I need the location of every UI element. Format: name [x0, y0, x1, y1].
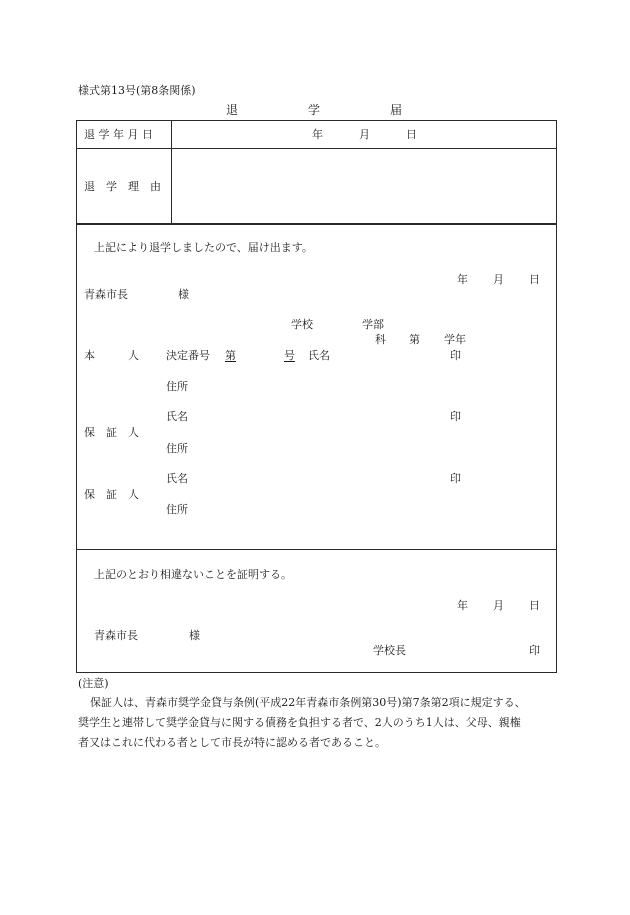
submission-statement: 上記により退学しましたので、届け出ます。 — [94, 241, 313, 254]
guarantor1-seal: 印 — [450, 410, 461, 423]
title-char-1: 退 — [226, 103, 239, 117]
addressee-honorific: 様 — [178, 288, 189, 301]
title-char-2: 学 — [308, 103, 321, 117]
department-label: 科 — [375, 333, 386, 346]
certification-addressee: 青森市長 — [94, 629, 138, 642]
grade-prefix: 第 — [409, 333, 420, 346]
decision-number-prefix: 第 — [225, 349, 236, 362]
withdrawal-date-month[interactable]: 月 — [359, 128, 370, 141]
decision-number-label: 決定番号 — [166, 349, 210, 362]
withdrawal-date-year[interactable]: 年 — [312, 128, 323, 141]
certification-date-month[interactable]: 月 — [493, 599, 504, 612]
notes-line-3: 者又はこれに代わる者として市長が特に認める者であること。 — [78, 736, 386, 749]
person-seal: 印 — [450, 349, 461, 362]
notes-line-1: 保証人は、青森市奨学金貸与条例(平成22年青森市条例第30号)第7条第2項に規定する、 — [90, 696, 526, 709]
submission-date-year[interactable]: 年 — [457, 273, 468, 286]
decision-number-field[interactable] — [225, 350, 295, 361]
withdrawal-reason-field[interactable] — [180, 156, 550, 216]
title-char-3: 届 — [390, 103, 403, 117]
notes-heading: (注意) — [78, 677, 109, 690]
grade-suffix: 学年 — [444, 333, 466, 346]
notes-line-2: 奨学生と連帯して奨学金貸与に関する債務を負担する者で、2人のうち1人は、父母、親権 — [78, 716, 521, 729]
submission-section — [76, 224, 557, 550]
guarantor1-address-label: 住所 — [166, 442, 188, 455]
guarantor2-label: 保 証 人 — [84, 488, 139, 501]
certification-statement: 上記のとおり相違ないことを証明する。 — [94, 568, 292, 581]
principal-label: 学校長 — [373, 644, 406, 657]
withdrawal-date-label: 退 学 年 月 日 — [84, 128, 153, 141]
addressee-mayor: 青森市長 — [84, 288, 128, 301]
principal-seal: 印 — [529, 644, 540, 657]
top-table-col-divider — [171, 120, 172, 224]
guarantor1-name-label: 氏名 — [166, 410, 188, 423]
guarantor2-address-label: 住所 — [166, 503, 188, 516]
faculty-label: 学部 — [362, 318, 384, 331]
submission-date-month[interactable]: 月 — [493, 273, 504, 286]
person-address-label: 住所 — [166, 380, 188, 393]
certification-honorific: 様 — [189, 629, 200, 642]
guarantor2-name-label: 氏名 — [166, 472, 188, 485]
decision-number-suffix: 号 — [284, 349, 295, 362]
certification-date-year[interactable]: 年 — [457, 599, 468, 612]
person-label: 本 人 — [84, 349, 139, 362]
school-label: 学校 — [291, 318, 313, 331]
withdrawal-date-day[interactable]: 日 — [406, 128, 417, 141]
guarantor1-label: 保 証 人 — [84, 426, 139, 439]
withdrawal-reason-label: 退 学 理 由 — [84, 180, 161, 193]
guarantor2-seal: 印 — [450, 472, 461, 485]
certification-date-day[interactable]: 日 — [529, 599, 540, 612]
submission-date-day[interactable]: 日 — [529, 273, 540, 286]
form-number: 様式第13号(第8条関係) — [78, 84, 196, 97]
top-table-row-divider — [76, 148, 557, 149]
person-name-label: 氏名 — [308, 349, 330, 362]
